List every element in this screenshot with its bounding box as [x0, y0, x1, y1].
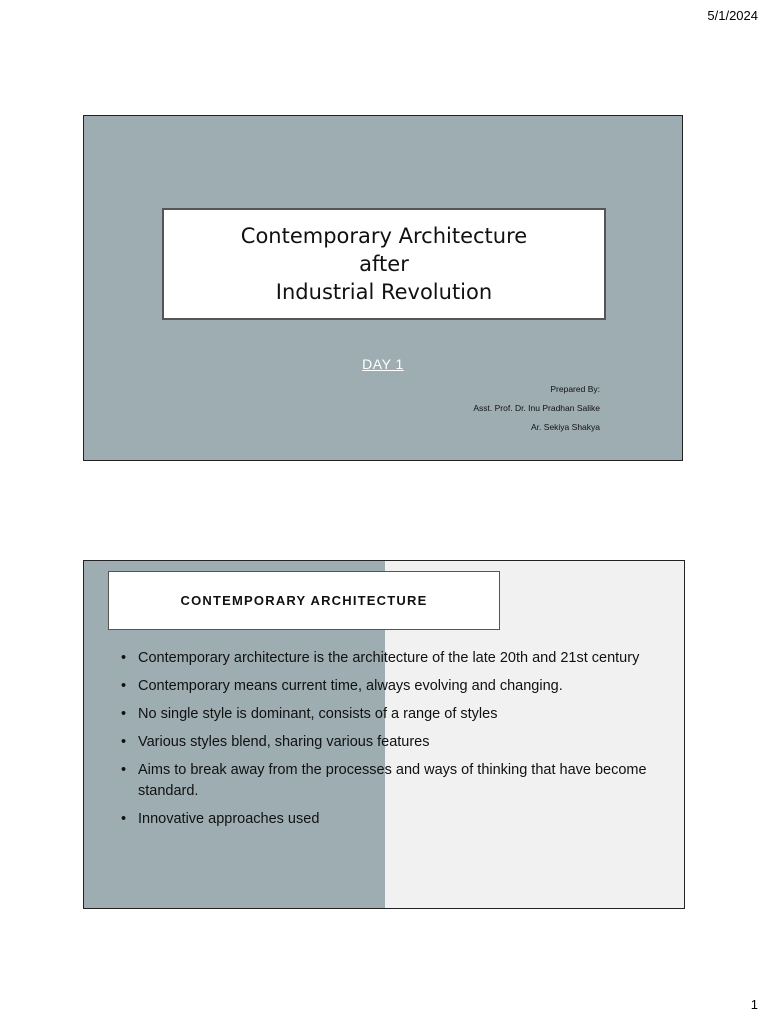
- bullet-dot-icon: •: [121, 650, 127, 666]
- title-slide: [83, 115, 683, 461]
- bullet-item: • Aims to break away from the processes and ways of thinking that have become standard.: [121, 762, 647, 799]
- day-label: DAY 1: [362, 356, 404, 372]
- title-line-3: Industrial Revolution: [275, 280, 493, 304]
- prepared-by-label: Prepared By:: [550, 384, 600, 394]
- bullet-item: • Innovative approaches used: [118, 809, 648, 830]
- bullet-item: • No single style is dominant, consists of a range of styles: [118, 704, 648, 725]
- bullet-dot-icon: •: [121, 811, 127, 827]
- title-line-1: Contemporary Architecture: [240, 224, 528, 248]
- bullet-dot-icon: •: [121, 678, 127, 694]
- author-1: Asst. Prof. Dr. Inu Pradhan Salike: [473, 403, 600, 413]
- author-2: Ar. Sekiya Shakya: [531, 422, 600, 432]
- section-heading: CONTEMPORARY ARCHITECTURE: [180, 593, 428, 608]
- bullet-item: • Various styles blend, sharing various features: [118, 732, 648, 753]
- bullet-dot-icon: •: [121, 706, 127, 722]
- page-number: 1: [750, 997, 758, 1012]
- bullet-list: [118, 648, 648, 837]
- section-heading-box: [108, 571, 500, 630]
- bullet-dot-icon: •: [121, 762, 127, 778]
- bullet-item: • Contemporary means current time, always evolving and changing.: [118, 676, 648, 697]
- credits: [473, 380, 600, 437]
- page-date: 5/1/2024: [707, 8, 758, 23]
- title-box: [162, 208, 606, 320]
- title-line-2: after: [359, 252, 409, 276]
- content-slide: [83, 560, 685, 909]
- bullet-item: • Contemporary architecture is the architecture of the late 20th and 21st century: [118, 648, 648, 669]
- bullet-dot-icon: •: [121, 734, 127, 750]
